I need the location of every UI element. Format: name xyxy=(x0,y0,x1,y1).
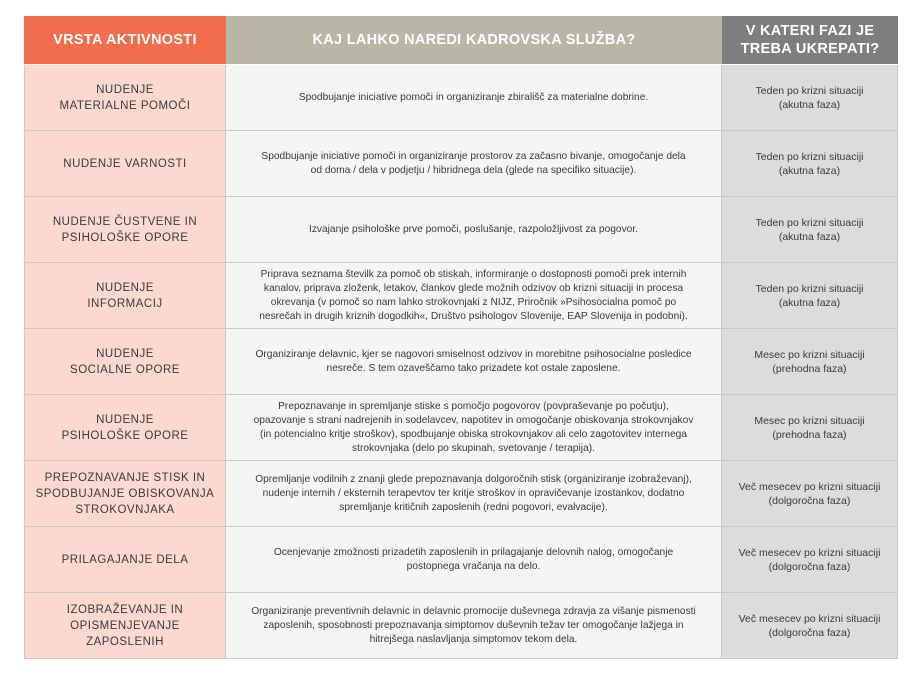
phase-line: Teden po krizni situaciji xyxy=(755,216,864,229)
description-line: zaposlenih, sposobnosti prepoznavanja simptomov duševnih težav ter omogočanje lažjega in xyxy=(263,619,684,631)
activity-line: PRILAGAJANJE DELA xyxy=(61,553,189,566)
description-line: postopnega vračanja na delo. xyxy=(406,560,541,572)
phase-cell xyxy=(722,395,898,461)
table-row xyxy=(24,461,898,527)
phase-line: Več mesecev po krizni situaciji xyxy=(738,546,881,559)
activity-cell xyxy=(24,395,226,461)
description-line: spremljanje kritičnih zaposlenih (redni pogovori, evalvacije). xyxy=(339,501,608,513)
phase-line: Teden po krizni situaciji xyxy=(755,150,864,163)
activity-line: NUDENJE ČUSTVENE IN xyxy=(52,215,198,228)
header-hr-actions: KAJ LAHKO NAREDI KADROVSKA SLUŽBA? xyxy=(226,16,722,65)
activity-line: NUDENJE VARNOSTI xyxy=(63,157,187,170)
header-activity-type: VRSTA AKTIVNOSTI xyxy=(24,16,226,65)
activity-line: ZAPOSLENIH xyxy=(86,635,164,648)
phase-cell xyxy=(722,131,898,197)
activity-line: MATERIALNE POMOČI xyxy=(59,99,191,112)
phase-line: (akutna faza) xyxy=(778,98,841,111)
phase-line: Teden po krizni situaciji xyxy=(755,282,864,295)
description-line: nesreče. S tem ozaveščamo tako prizadete kot ostale zaposlene. xyxy=(326,362,621,374)
description-line: Priprava seznama številk za pomoč ob stiskah, informiranje o dostopnosti pomoči prek internih xyxy=(260,268,687,280)
phase-line: (dolgoročna faza) xyxy=(768,494,851,507)
description-cell xyxy=(226,131,722,197)
hr-activities-table xyxy=(24,16,898,659)
description-line: strokovnjaka (delo po skupinah, svetovanje / terapija). xyxy=(352,442,595,454)
table-row xyxy=(24,395,898,461)
phase-line: Mesec po krizni situaciji xyxy=(754,414,865,427)
description-line: okrevanja (v pomoč so nam lahko strokovnjaki z NIJZ, Priročnik »Psihosocialna pomoč po xyxy=(270,296,677,308)
phase-line: (akutna faza) xyxy=(778,296,841,309)
description-line: Ocenjevanje zmožnosti prizadetih zaposlenih in prilagajanje delovnih nalog, omogočanje xyxy=(273,546,674,558)
phase-cell xyxy=(722,527,898,593)
activity-line: INFORMACIJ xyxy=(87,297,163,310)
phase-line: Teden po krizni situaciji xyxy=(755,84,864,97)
activity-line: NUDENJE xyxy=(96,347,154,360)
description-cell xyxy=(226,329,722,395)
description-line: (in potencialno kritje stroškov), spodbujanje obiska strokovnjakov ali celo zagotovitev internega xyxy=(260,428,687,440)
activity-cell xyxy=(24,131,226,197)
activity-line: PREPOZNAVANJE STISK IN xyxy=(44,471,206,484)
description-line: nesrečah in drugih kriznih dogodkih«, Društvo psihologov Slovenije, EAP Slovenija in podobni). xyxy=(259,310,688,322)
description-cell xyxy=(226,527,722,593)
description-cell xyxy=(226,197,722,263)
phase-line: (akutna faza) xyxy=(778,230,841,243)
description-line: Izvajanje psihološke prve pomoči, poslušanje, razpoložljivost za pogovor. xyxy=(308,223,638,235)
activity-cell xyxy=(24,329,226,395)
description-cell xyxy=(226,593,722,659)
description-line: Spodbujanje iniciative pomoči in organiziranje zbirališč za materialne dobrine. xyxy=(298,91,649,103)
description-line: nudenje internih / eksternih terapevtov ter kritje stroškov in opravičevanje izostankov, dodatno xyxy=(262,487,685,499)
description-cell xyxy=(226,65,722,131)
description-cell xyxy=(226,395,722,461)
header-phase-line: TREBA UKREPATI? xyxy=(740,41,880,57)
activity-line: OPISMENJEVANJE xyxy=(70,619,180,632)
description-line: kanalov, priprava zloženk, letakov, člankov glede možnih odzivov ob krizni situaciji in procesa xyxy=(263,282,684,294)
table-row xyxy=(24,527,898,593)
table-header xyxy=(24,16,898,65)
activity-line: NUDENJE xyxy=(96,281,154,294)
header-phase-line: V KATERI FAZI JE xyxy=(745,23,875,39)
phase-line: (dolgoročna faza) xyxy=(768,626,851,639)
activity-line: STROKOVNJAKA xyxy=(75,503,175,516)
phase-line: Več mesecev po krizni situaciji xyxy=(738,612,881,625)
activity-line: NUDENJE xyxy=(96,83,154,96)
description-cell xyxy=(226,461,722,527)
activity-line: PSIHOLOŠKE OPORE xyxy=(61,429,189,442)
activity-line: PSIHOLOŠKE OPORE xyxy=(61,231,189,244)
table-row xyxy=(24,197,898,263)
description-line: Opremljanje vodilnih z znanji glede prepoznavanja dolgoročnih stisk (organiziranje izobraževanj), xyxy=(255,473,692,485)
activity-cell xyxy=(24,461,226,527)
activity-line: SPODBUJANJE OBISKOVANJA xyxy=(35,487,215,500)
table-row xyxy=(24,593,898,659)
phase-line: (akutna faza) xyxy=(778,164,841,177)
description-line: Spodbujanje iniciative pomoči in organiziranje prostorov za začasno bivanje, omogočanje dela xyxy=(261,150,686,162)
activity-cell xyxy=(24,65,226,131)
phase-line: (prehodna faza) xyxy=(772,362,847,375)
description-cell xyxy=(226,263,722,329)
activity-line: SOCIALNE OPORE xyxy=(70,363,180,376)
header-phase xyxy=(722,16,898,65)
activity-cell xyxy=(24,593,226,659)
table-row xyxy=(24,329,898,395)
activity-line: NUDENJE xyxy=(96,413,154,426)
description-line: hitrejšega naslavljanja simptomov tekom dela. xyxy=(369,633,578,645)
phase-line: (prehodna faza) xyxy=(772,428,847,441)
phase-line: Mesec po krizni situaciji xyxy=(754,348,865,361)
phase-cell xyxy=(722,461,898,527)
activity-cell xyxy=(24,263,226,329)
description-line: Prepoznavanje in spremljanje stiske s pomočjo pogovorov (povpraševanje po počutju), xyxy=(278,400,669,412)
table-row xyxy=(24,131,898,197)
description-line: opazovanje s strani nadrejenih in sodelavcev, napotitev in omogočanje obiskovanja strokovnjakov xyxy=(253,414,694,426)
phase-cell xyxy=(722,65,898,131)
description-line: Organiziranje preventivnih delavnic in delavnic promocije duševnega zdravja za višanje pismenosti xyxy=(251,605,696,617)
description-line: Organiziranje delavnic, kjer se nagovori smiselnost odzivov in morebitne psihosocialne posledice xyxy=(255,348,692,360)
description-line: od doma / dela v podjetju / hibridnega dela (glede na specifiko situacije). xyxy=(310,164,637,176)
phase-line: Več mesecev po krizni situaciji xyxy=(738,480,881,493)
activity-line: IZOBRAŽEVANJE IN xyxy=(66,603,184,616)
phase-cell xyxy=(722,329,898,395)
activity-cell xyxy=(24,527,226,593)
phase-line: (dolgoročna faza) xyxy=(768,560,851,573)
activity-cell xyxy=(24,197,226,263)
table-row xyxy=(24,263,898,329)
table-body xyxy=(24,65,898,659)
phase-cell xyxy=(722,197,898,263)
phase-cell xyxy=(722,263,898,329)
table-row xyxy=(24,65,898,131)
phase-cell xyxy=(722,593,898,659)
